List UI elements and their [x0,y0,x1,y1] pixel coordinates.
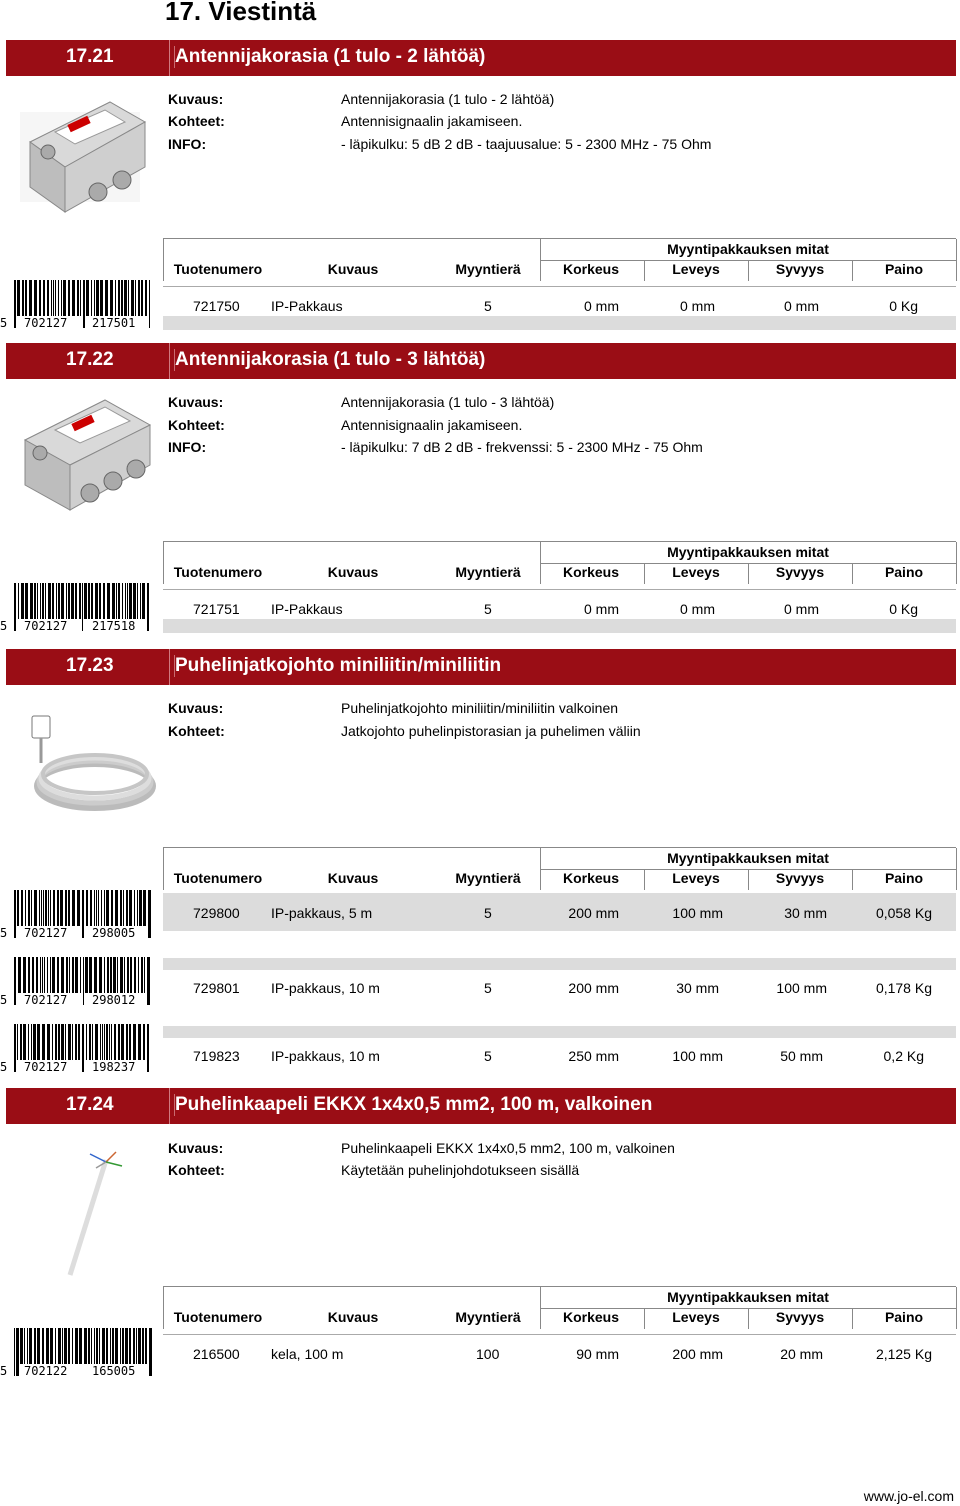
header-tuotenumero: Tuotenumero [173,1309,263,1325]
header-group: Myyntipakkauksen mitat [667,544,829,560]
table-row [163,1026,956,1070]
page-title: 17. Viestintä [165,0,317,26]
section-title: Puhelinjatkojohto miniliitin/miniliitin [175,655,502,676]
info-value: - läpikulku: 5 dB 2 dB - taajuusalue: 5 - 2300 MHz - 75 Ohm [341,136,712,152]
cell-depth: 30 mm [784,905,827,921]
table-row [163,1334,956,1378]
cell-height: 0 mm [584,601,619,617]
section-title: Puhelinkaapeli EKKX 1x4x0,5 mm2, 100 m, valkoinen [175,1094,653,1115]
label-kohteet: Kohteet: [168,113,225,129]
table-row [163,286,956,330]
header-paino: Paino [884,1309,924,1325]
header-kuvaus: Kuvaus [327,870,379,886]
cell-weight: 0,058 Kg [875,905,932,921]
table-header [163,541,956,584]
label-kohteet: Kohteet: [168,1162,225,1178]
header-myyntiera: Myyntierä [455,261,521,277]
kohteet-value: Antennisignaalin jakamiseen. [341,113,523,129]
barcode-digit: 198237 [92,1060,136,1074]
label-kuvaus: Kuvaus: [168,91,224,107]
cell-desc: kela, 100 m [271,1346,344,1362]
barcode [0,957,160,1007]
section-header-17-22 [6,343,956,379]
cell-qty: 5 [484,601,492,617]
label-kuvaus: Kuvaus: [168,394,224,410]
barcode [0,583,160,633]
section-number: 17.24 [66,1094,114,1115]
cell-depth: 0 mm [784,298,819,314]
cell-depth: 0 mm [784,601,819,617]
header-syvyys: Syvyys [775,564,825,580]
header-paino: Paino [884,870,924,886]
cell-qty: 5 [484,298,492,314]
section-number: 17.21 [66,46,114,67]
cell-weight: 0,2 Kg [883,1048,924,1064]
cell-code: 216500 [193,1346,240,1362]
cell-code: 721750 [193,298,240,314]
cell-weight: 0,178 Kg [875,980,932,996]
kohteet-value: Käytetään puhelinjohdotukseen sisällä [341,1162,580,1178]
header-korkeus: Korkeus [562,1309,620,1325]
section-header-17-21 [6,40,956,76]
cell-weight: 0 Kg [889,298,918,314]
barcode-digit: 217501 [92,316,136,330]
cell-weight: 0 Kg [889,601,918,617]
header-tuotenumero: Tuotenumero [173,261,263,277]
barcode-digit: 702122 [24,1364,68,1378]
label-kuvaus: Kuvaus: [168,1140,224,1156]
cell-desc: IP-Pakkaus [271,298,343,314]
barcode-digit: 702127 [24,993,68,1007]
cell-qty: 100 [476,1346,500,1362]
cell-width: 200 mm [672,1346,723,1362]
section-number: 17.22 [66,349,114,370]
cell-width: 100 mm [672,905,723,921]
kohteet-value: Jatkojohto puhelinpistorasian ja puhelimen väliin [341,723,641,739]
header-leveys: Leveys [672,564,720,580]
header-leveys: Leveys [672,1309,720,1325]
cell-height: 250 mm [568,1048,619,1064]
barcode-digit: 165005 [92,1364,136,1378]
section-header-17-23 [6,649,956,685]
label-kohteet: Kohteet: [168,417,225,433]
cell-height: 200 mm [568,905,619,921]
header-tuotenumero: Tuotenumero [173,564,263,580]
table-header [163,1286,956,1329]
cell-desc: IP-pakkaus, 10 m [271,1048,380,1064]
cell-width: 30 mm [676,980,719,996]
cell-desc: IP-Pakkaus [271,601,343,617]
header-myyntiera: Myyntierä [455,1309,521,1325]
barcode-digit: 217518 [92,619,136,633]
barcode-digit: 702127 [24,619,68,633]
label-info: INFO: [168,439,207,455]
header-syvyys: Syvyys [775,1309,825,1325]
table-header [163,238,956,281]
header-kuvaus: Kuvaus [327,261,379,277]
header-korkeus: Korkeus [562,261,620,277]
barcode-digit: 702127 [24,1060,68,1074]
cell-qty: 5 [484,980,492,996]
cell-weight: 2,125 Kg [875,1346,932,1362]
header-syvyys: Syvyys [775,870,825,886]
barcode [0,1328,160,1378]
barcode-digit: 5 [0,926,8,940]
cell-width: 0 mm [680,298,715,314]
label-info: INFO: [168,136,207,152]
cell-qty: 5 [484,905,492,921]
cell-height: 90 mm [576,1346,619,1362]
header-myyntiera: Myyntierä [455,870,521,886]
barcode [0,890,160,940]
header-paino: Paino [884,261,924,277]
cell-code: 729801 [193,980,240,996]
header-syvyys: Syvyys [775,261,825,277]
table-row [163,893,956,931]
cell-desc: IP-pakkaus, 5 m [271,905,373,921]
section-title: Antennijakorasia (1 tulo - 3 lähtöä) [175,349,486,370]
info-value: - läpikulku: 7 dB 2 dB - frekvenssi: 5 - 2300 MHz - 75 Ohm [341,439,703,455]
header-korkeus: Korkeus [562,870,620,886]
kuvaus-value: Puhelinjatkojohto miniliitin/miniliitin valkoinen [341,700,619,716]
cell-code: 721751 [193,601,240,617]
phone-cable-coil-image [10,708,160,818]
table-row [163,958,956,1002]
label-kuvaus: Kuvaus: [168,700,224,716]
label-kohteet: Kohteet: [168,723,225,739]
header-paino: Paino [884,564,924,580]
barcode-digit: 298005 [92,926,136,940]
cell-code: 729800 [193,905,240,921]
kohteet-value: Antennisignaalin jakamiseen. [341,417,523,433]
header-kuvaus: Kuvaus [327,1309,379,1325]
cell-depth: 50 mm [780,1048,823,1064]
footer-url: www.jo-el.com [863,1488,954,1504]
cell-depth: 100 mm [776,980,827,996]
header-leveys: Leveys [672,870,720,886]
barcode-digit: 702127 [24,926,68,940]
cell-qty: 5 [484,1048,492,1064]
barcode-digit: 5 [0,619,8,633]
cell-width: 100 mm [672,1048,723,1064]
cell-height: 0 mm [584,298,619,314]
cell-height: 200 mm [568,980,619,996]
header-kuvaus: Kuvaus [327,564,379,580]
barcode [0,280,160,330]
phone-cable-image [10,1150,160,1280]
section-header-17-24 [6,1088,956,1124]
cell-desc: IP-pakkaus, 10 m [271,980,380,996]
kuvaus-value: Puhelinkaapeli EKKX 1x4x0,5 mm2, 100 m, valkoinen [341,1140,675,1156]
barcode-digit: 5 [0,993,8,1007]
antenna-splitter-3way-image [10,385,160,525]
barcode-digit: 5 [0,1060,8,1074]
table-header [163,847,956,890]
cell-width: 0 mm [680,601,715,617]
barcode-digit: 5 [0,1364,8,1378]
barcode-digit: 702127 [24,316,68,330]
kuvaus-value: Antennijakorasia (1 tulo - 3 lähtöä) [341,394,555,410]
table-row [163,589,956,633]
header-leveys: Leveys [672,261,720,277]
header-group: Myyntipakkauksen mitat [667,241,829,257]
barcode-digit: 5 [0,316,8,330]
cell-code: 719823 [193,1048,240,1064]
header-group: Myyntipakkauksen mitat [667,850,829,866]
kuvaus-value: Antennijakorasia (1 tulo - 2 lähtöä) [341,91,555,107]
header-korkeus: Korkeus [562,564,620,580]
barcode-digit: 298012 [92,993,136,1007]
header-myyntiera: Myyntierä [455,564,521,580]
section-title: Antennijakorasia (1 tulo - 2 lähtöä) [175,46,486,67]
antenna-splitter-2way-image [10,82,160,222]
barcode [0,1024,160,1074]
header-tuotenumero: Tuotenumero [173,870,263,886]
section-number: 17.23 [66,655,114,676]
cell-depth: 20 mm [780,1346,823,1362]
header-group: Myyntipakkauksen mitat [667,1289,829,1305]
